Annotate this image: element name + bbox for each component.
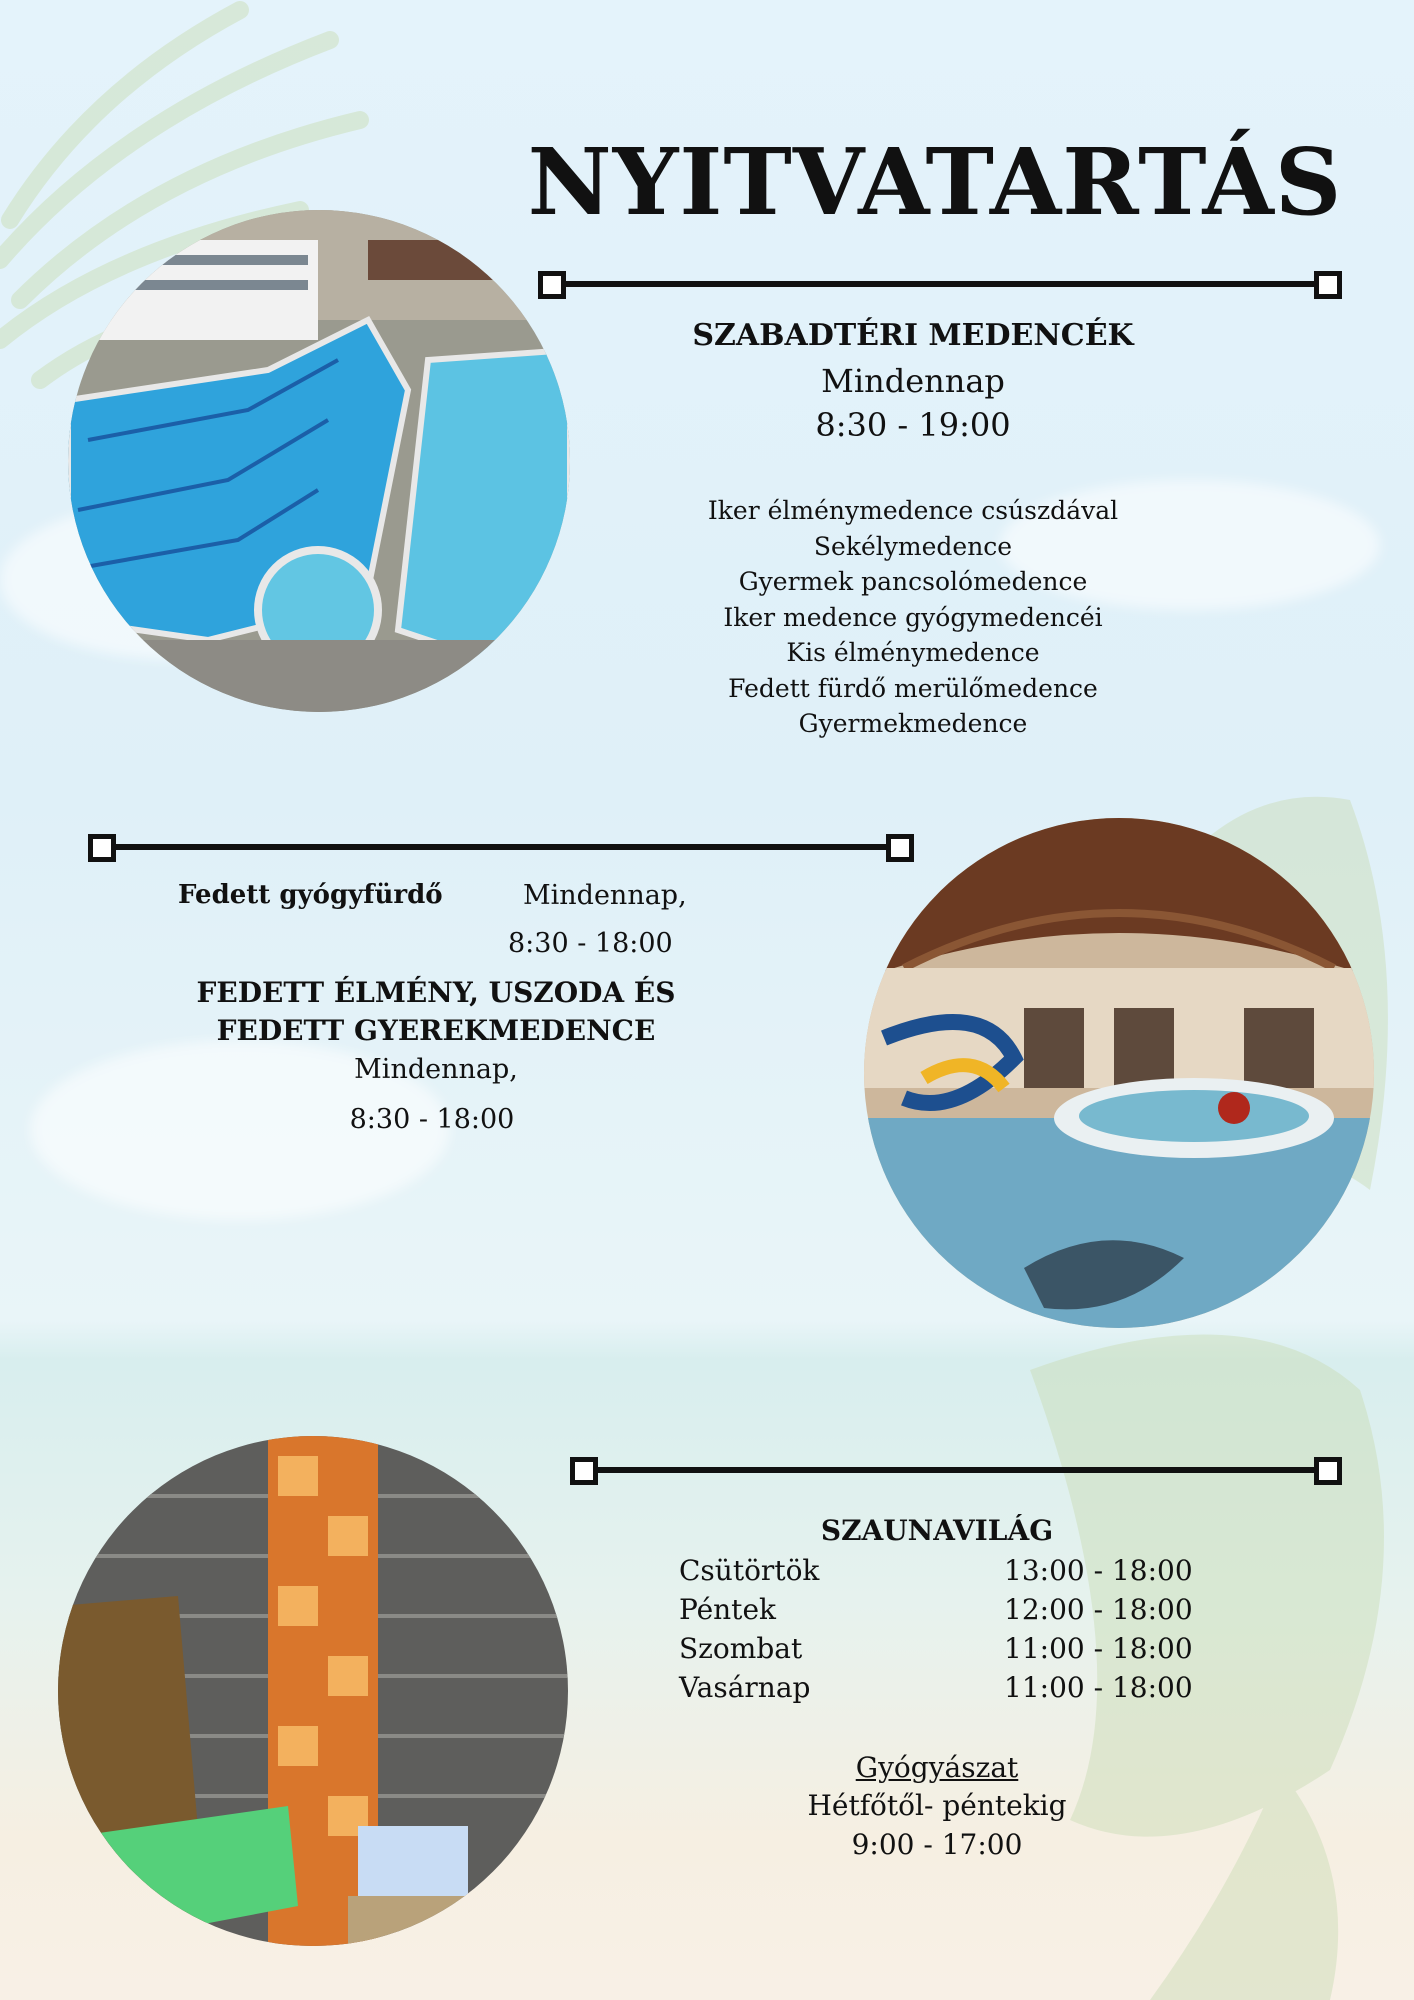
outdoor-hours: 8:30 - 19:00 <box>815 406 1011 444</box>
sauna-day: Szombat <box>679 1632 803 1665</box>
indoor-heading-line2: FEDETT GYEREKMEDENCE <box>216 1014 656 1047</box>
list-item: Iker élménymedence csúszdával <box>707 496 1119 525</box>
outdoor-pool-list <box>613 493 1213 742</box>
therapy-hours: 9:00 - 17:00 <box>851 1828 1023 1861</box>
indoor-spa-days: Mindennap, <box>523 880 687 911</box>
divider-cap <box>570 1457 598 1485</box>
list-item: Sekélymedence <box>813 531 1013 561</box>
divider-cap <box>1314 271 1342 299</box>
sauna-heading: SZAUNAVILÁG <box>820 1514 1054 1547</box>
divider-cap <box>538 271 566 299</box>
indoor-days: Mindennap, <box>354 1054 518 1085</box>
divider-line <box>548 281 1328 287</box>
sauna-day: Csütörtök <box>679 1554 820 1587</box>
divider-line <box>100 844 900 850</box>
outdoor-days: Mindennap <box>821 362 1005 400</box>
sauna-day: Péntek <box>679 1593 776 1626</box>
sauna-hours: 12:00 - 18:00 <box>1004 1593 1193 1626</box>
list-item: Iker medence gyógymedencéi <box>723 602 1103 632</box>
outdoor-heading: SZABADTÉRI MEDENCÉK <box>692 318 1134 353</box>
sauna-hours: 11:00 - 18:00 <box>1004 1632 1193 1665</box>
list-item: Gyermekmedence <box>798 709 1028 738</box>
indoor-hours: 8:30 - 18:00 <box>349 1104 515 1135</box>
indoor-spa-label: Fedett gyógyfürdő <box>178 880 443 910</box>
sauna-hours: 13:00 - 18:00 <box>1004 1554 1193 1587</box>
indoor-heading-line1: FEDETT ÉLMÉNY, USZODA ÉS <box>196 976 676 1009</box>
indoor-spa-hours: 8:30 - 18:00 <box>508 928 673 959</box>
therapy-heading: Gyógyászat <box>855 1751 1019 1784</box>
therapy-days: Hétfőtől- péntekig <box>807 1789 1067 1822</box>
list-item: Gyermek pancsolómedence <box>738 567 1088 596</box>
list-item: Fedett fürdő merülőmedence <box>728 673 1098 703</box>
indoor-pool-photo <box>864 818 1374 1328</box>
divider-cap <box>1314 1457 1342 1485</box>
divider-cap <box>886 834 914 862</box>
sauna-day: Vasárnap <box>679 1671 811 1704</box>
sauna-photo <box>58 1436 568 1946</box>
page-title: NYITVATARTÁS <box>527 128 1343 236</box>
sauna-hours: 11:00 - 18:00 <box>1004 1671 1193 1704</box>
divider-line <box>580 1467 1328 1473</box>
divider-cap <box>88 834 116 862</box>
list-item: Kis élménymedence <box>786 638 1040 667</box>
outdoor-pool-photo <box>68 210 570 712</box>
